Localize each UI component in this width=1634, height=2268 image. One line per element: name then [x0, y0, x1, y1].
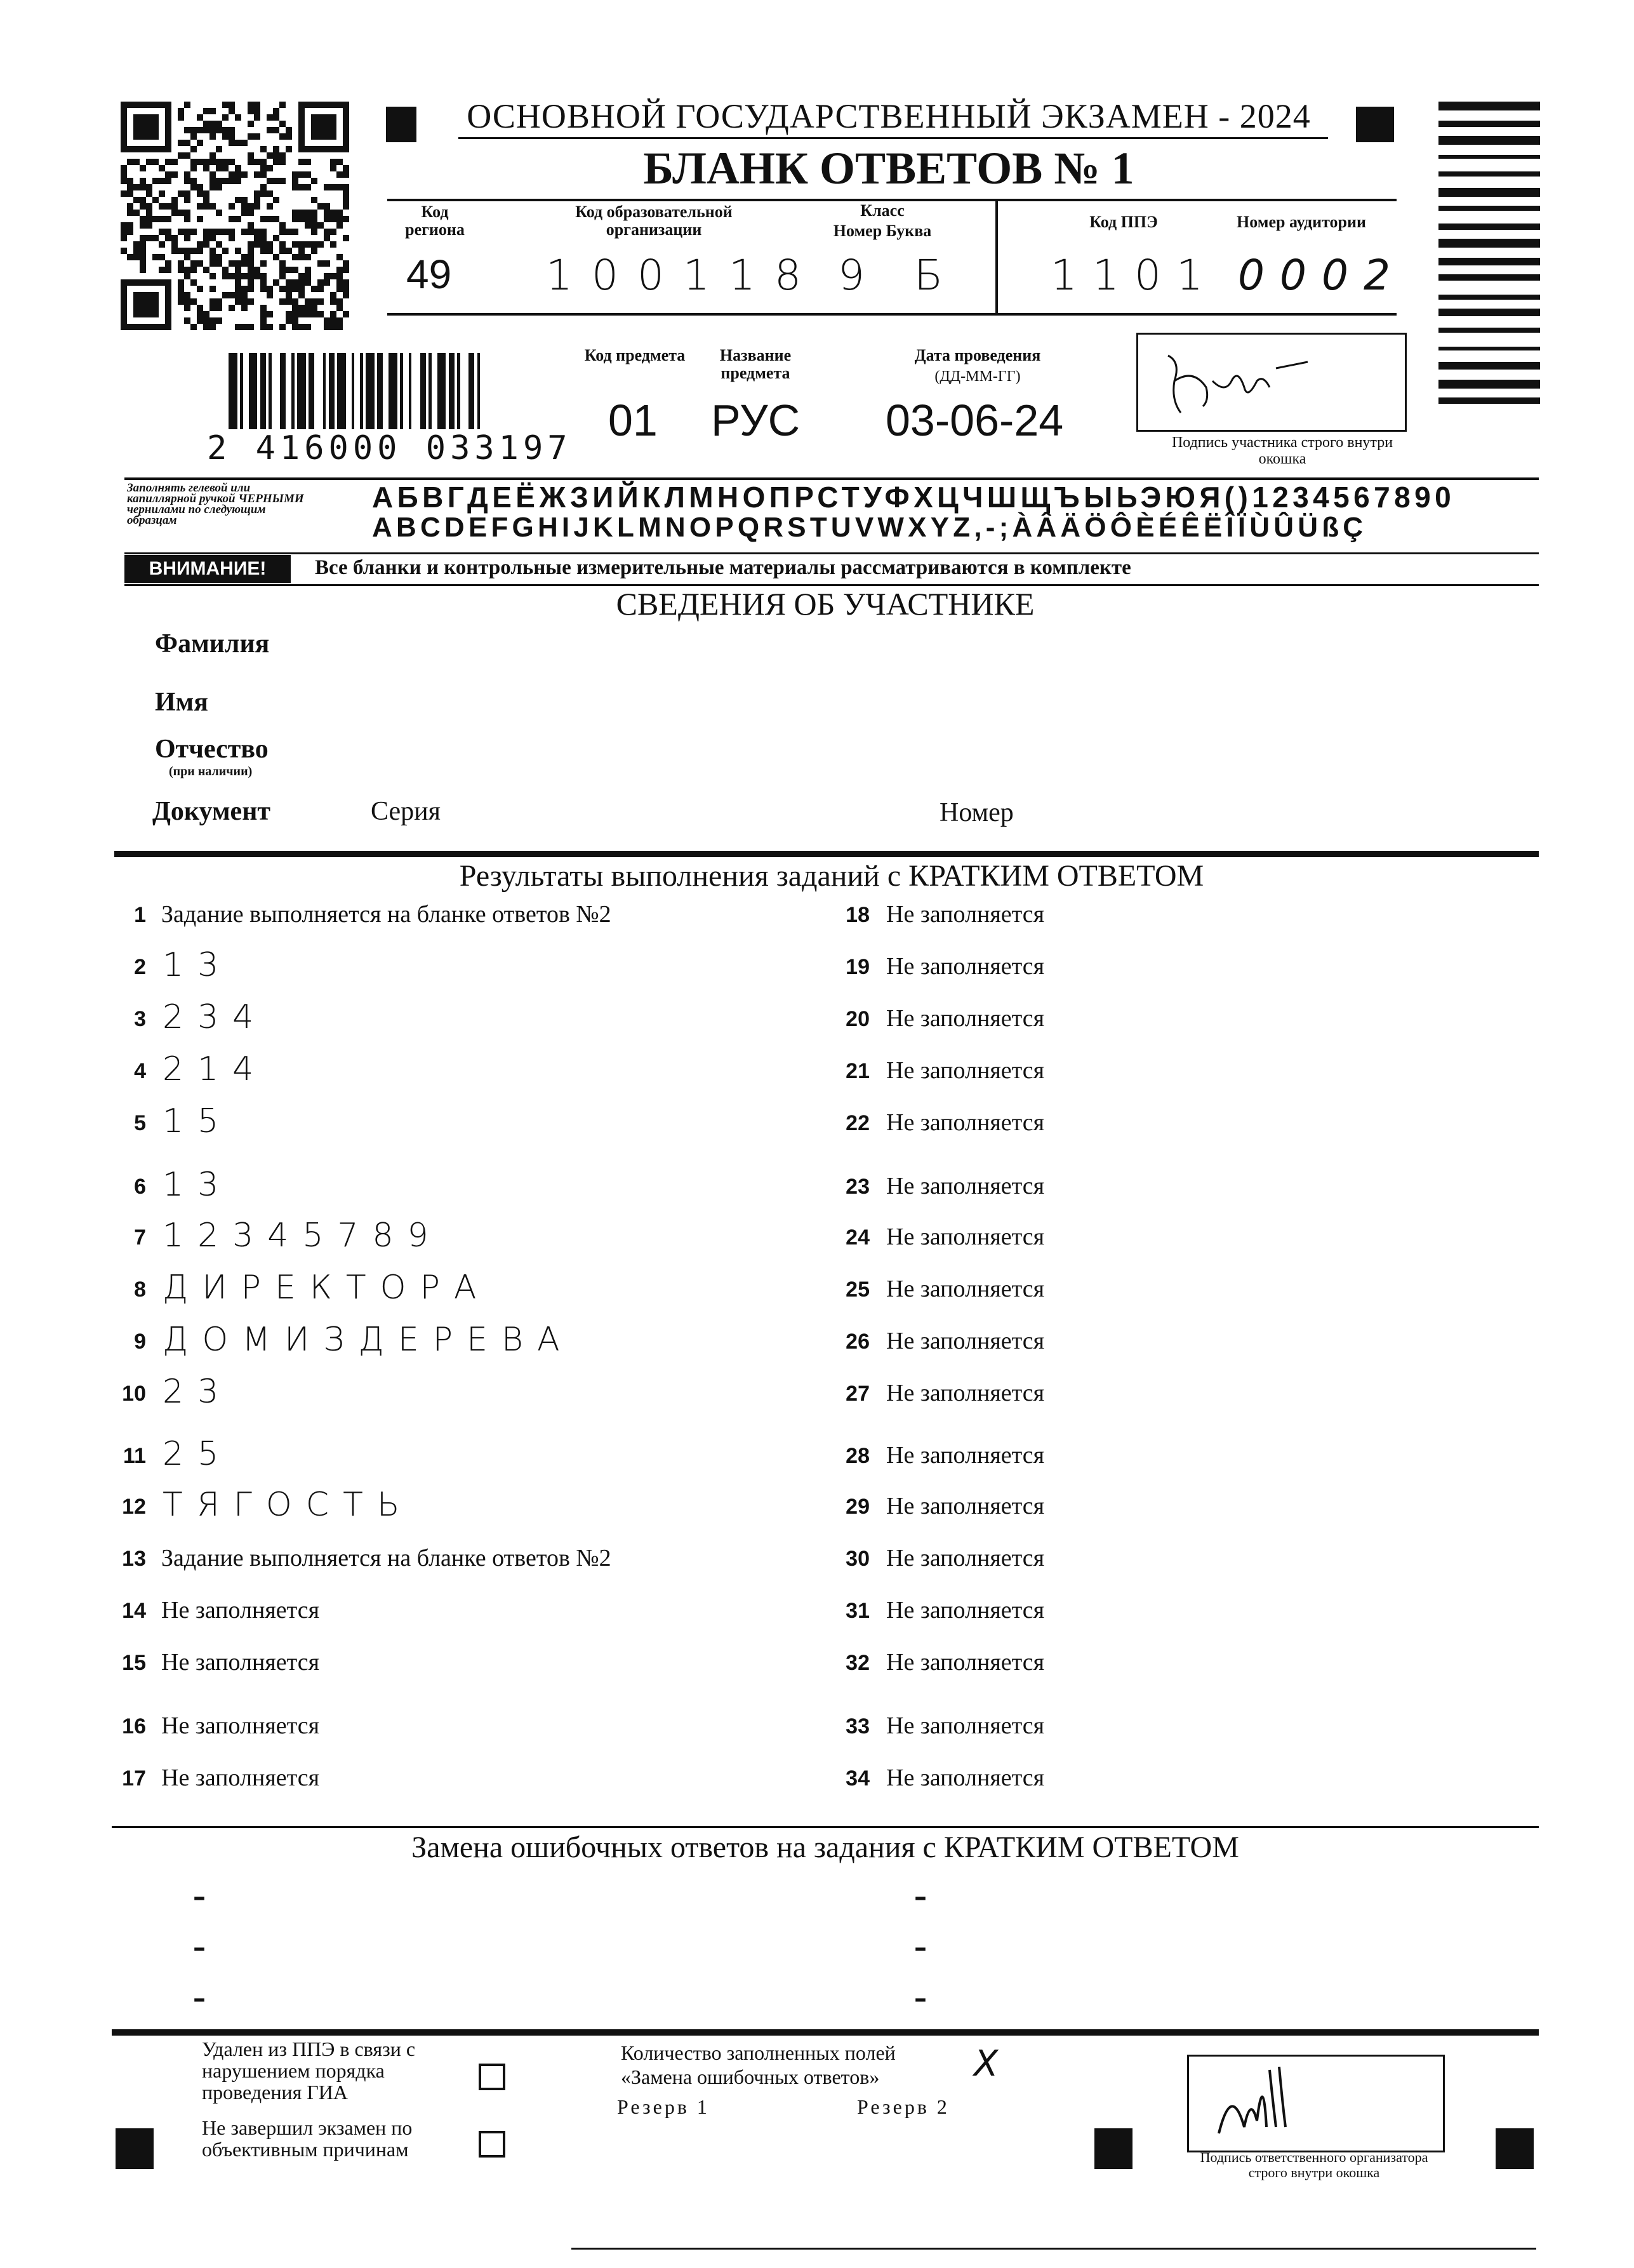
subject-code-value: 01 [608, 396, 658, 445]
task-answer-note: Задание выполняется на бланке ответов №2 [161, 1545, 611, 1571]
task-answer: 214 [163, 1050, 268, 1088]
task-answer-note: Не заполняется [886, 1597, 1045, 1624]
task-answer-note: Задание выполняется на бланке ответов №2 [161, 901, 611, 928]
warning-text: Все бланки и контрольные измерительные материалы рассматриваются в комплекте [315, 556, 1131, 579]
number-label: Номер [940, 798, 1014, 827]
task-answer-note: Не заполняется [886, 1276, 1045, 1302]
task-answer-note: Не заполняется [886, 901, 1045, 928]
alignment-mark [116, 2128, 154, 2169]
task-number: 13 [122, 1547, 146, 1571]
task-answer-note: Не заполняется [886, 1057, 1045, 1084]
task-number: 28 [846, 1444, 870, 1468]
task-answer-note: Не заполняется [886, 1224, 1045, 1250]
qr-code [121, 102, 349, 330]
series-label: Серия [371, 797, 441, 826]
date-value: 03-06-24 [886, 396, 1064, 445]
task-answer-note: Не заполняется [161, 1712, 320, 1739]
task-number: 30 [846, 1547, 870, 1571]
task-number: 15 [122, 1651, 146, 1675]
replacement-section-title: Замена ошибочных ответов на задания с КРАТКИМ ОТВЕТОМ [411, 1831, 1239, 1864]
replacement-dash: - [193, 1874, 206, 1916]
region-label: Код региона [405, 203, 465, 239]
task-number: 19 [846, 955, 870, 979]
task-answer-note: Не заполняется [886, 1712, 1045, 1739]
task-answer-note: Не заполняется [161, 1597, 320, 1624]
alignment-mark [1094, 2128, 1133, 2169]
task-number: 21 [846, 1059, 870, 1083]
task-number: 11 [123, 1444, 146, 1468]
replacement-dash: - [193, 1975, 206, 2017]
reserve-2: Резерв 2 [857, 2095, 950, 2118]
alignment-mark [1496, 2128, 1534, 2169]
task-number: 12 [122, 1495, 146, 1519]
task-answer-note: Не заполняется [886, 1649, 1045, 1676]
alignment-mark [386, 107, 416, 142]
task-answer: 13 [163, 946, 233, 984]
org-value: 100118 [546, 251, 820, 300]
org-label: Код образовательной организации [575, 203, 733, 239]
task-number: 16 [122, 1714, 146, 1738]
subject-name-value: РУС [711, 396, 800, 445]
task-answer: ТЯГОСТЬ [163, 1486, 414, 1524]
ppe-label: Код ППЭ [1089, 213, 1158, 231]
task-number: 14 [122, 1599, 146, 1623]
task-number: 7 [134, 1225, 146, 1250]
task-number: 1 [134, 903, 146, 927]
room-label: Номер аудитории [1237, 213, 1366, 231]
task-answer-note: Не заполняется [886, 1493, 1045, 1519]
patronymic-note: (при наличии) [169, 764, 253, 778]
task-answer-note: Не заполняется [886, 1764, 1045, 1791]
responsible-signature [1206, 2057, 1333, 2146]
task-number: 33 [846, 1714, 870, 1738]
sample-row-2: ABCDEFGHIJKLMNOPQRSTUVWXYZ,-;ÀÂÄÖÔÈÉÊËÎÏÙÛÜßÇ [372, 512, 1367, 543]
task-answer-note: Не заполняется [886, 1442, 1045, 1469]
class-label-1: Класс [860, 201, 905, 220]
replacement-dash: - [914, 1924, 927, 1966]
alignment-mark [1356, 107, 1394, 142]
task-number: 10 [122, 1382, 146, 1406]
task-answer-note: Не заполняется [161, 1649, 320, 1676]
reserve-1: Резерв 1 [617, 2095, 710, 2118]
task-answer: ДОМИЗДЕРЕВА [163, 1321, 574, 1359]
participant-section-title: СВЕДЕНИЯ ОБ УЧАСТНИКЕ [616, 586, 1035, 622]
responsible-caption: Подпись ответственного организатора строго внутри окошка [1200, 2149, 1428, 2180]
task-answer-note: Не заполняется [886, 1380, 1045, 1406]
task-answer: 12345789 [163, 1217, 442, 1255]
task-number: 4 [134, 1059, 146, 1083]
task-answer-note: Не заполняется [886, 1109, 1045, 1136]
task-answer: ДИРЕКТОРА [163, 1269, 491, 1307]
task-answer: 23 [163, 1373, 233, 1411]
task-answer-note: Не заполняется [886, 1173, 1045, 1199]
task-number: 8 [134, 1277, 146, 1302]
subject-code-label: Код предмета [584, 346, 686, 364]
barcode [229, 353, 565, 436]
task-number: 18 [846, 903, 870, 927]
task-answer: 13 [163, 1166, 233, 1204]
removed-checkbox[interactable] [479, 2064, 505, 2090]
filled-count-label: Количество заполненных полей «Замена ошибочных ответов» [621, 2041, 896, 2088]
task-number: 5 [134, 1111, 146, 1135]
task-number: 26 [846, 1330, 870, 1354]
date-format: (ДД-ММ-ГГ) [934, 368, 1021, 385]
patronymic-label: Отчество [155, 735, 269, 764]
exam-title: ОСНОВНОЙ ГОСУДАРСТВЕННЫЙ ЭКЗАМЕН - 2024 [467, 97, 1311, 135]
task-number: 2 [134, 955, 146, 979]
date-label: Дата проведения [914, 346, 1041, 364]
task-number: 24 [846, 1225, 870, 1250]
not-finished-label: Не завершил экзамен по объективным причинам [202, 2116, 413, 2161]
not-finished-checkbox[interactable] [479, 2131, 505, 2158]
document-label: Документ [152, 797, 271, 826]
ppe-value: 1101 [1051, 251, 1218, 300]
task-number: 6 [134, 1175, 146, 1199]
task-answer-note: Не заполняется [886, 1328, 1045, 1354]
replacement-dash: - [914, 1975, 927, 2017]
subject-name-label: Название предмета [719, 346, 792, 382]
task-answer-note: Не заполняется [886, 1005, 1045, 1032]
class-number: 9 [838, 251, 881, 300]
form-title: БЛАНК ОТВЕТОВ № 1 [643, 143, 1134, 194]
task-answer: 15 [163, 1102, 233, 1140]
filled-count-value: X [974, 2043, 999, 2085]
name-label: Имя [155, 688, 208, 717]
task-answer-note: Не заполняется [886, 953, 1045, 980]
task-number: 17 [122, 1766, 146, 1791]
task-answer: 25 [163, 1435, 233, 1473]
surname-label: Фамилия [155, 629, 270, 658]
task-number: 25 [846, 1277, 870, 1302]
replacement-dash: - [193, 1924, 206, 1966]
results-section-title: Результаты выполнения заданий с КРАТКИМ ОТВЕТОМ [459, 859, 1204, 893]
barcode-number: 2 416000 033197 [207, 429, 572, 467]
replacement-dash: - [914, 1874, 927, 1916]
room-value: 0002 [1238, 251, 1405, 300]
task-number: 34 [846, 1766, 870, 1791]
signature-caption: Подпись участника строго внутри окошка [1171, 434, 1393, 467]
sample-instruction: Заполнять гелевой или капиллярной ручкой ЧЕРНЫМИ чернилами по следующим образцам [127, 481, 304, 527]
task-number: 29 [846, 1495, 870, 1519]
task-answer: 234 [163, 998, 268, 1036]
class-label-2: Номер Буква [833, 222, 932, 240]
task-number: 20 [846, 1007, 870, 1031]
side-barcode [1438, 102, 1540, 470]
region-value: 49 [406, 251, 452, 297]
task-number: 9 [134, 1330, 146, 1354]
sample-row-1: АБВГДЕЁЖЗИЙКЛМНОПРСТУФХЦЧШЩЪЫЬЭЮЯ()1234567890 [372, 481, 1456, 514]
removed-label: Удален из ППЭ в связи с нарушением порядка проведения ГИА [202, 2038, 416, 2104]
task-number: 31 [846, 1599, 870, 1623]
task-number: 22 [846, 1111, 870, 1135]
task-answer-note: Не заполняется [886, 1545, 1045, 1571]
task-answer-note: Не заполняется [161, 1764, 320, 1791]
task-number: 3 [134, 1007, 146, 1031]
task-number: 27 [846, 1382, 870, 1406]
class-letter: Б [914, 251, 960, 300]
task-number: 32 [846, 1651, 870, 1675]
warning-badge: ВНИМАНИЕ! [124, 555, 291, 583]
task-number: 23 [846, 1175, 870, 1199]
participant-signature [1143, 343, 1333, 432]
